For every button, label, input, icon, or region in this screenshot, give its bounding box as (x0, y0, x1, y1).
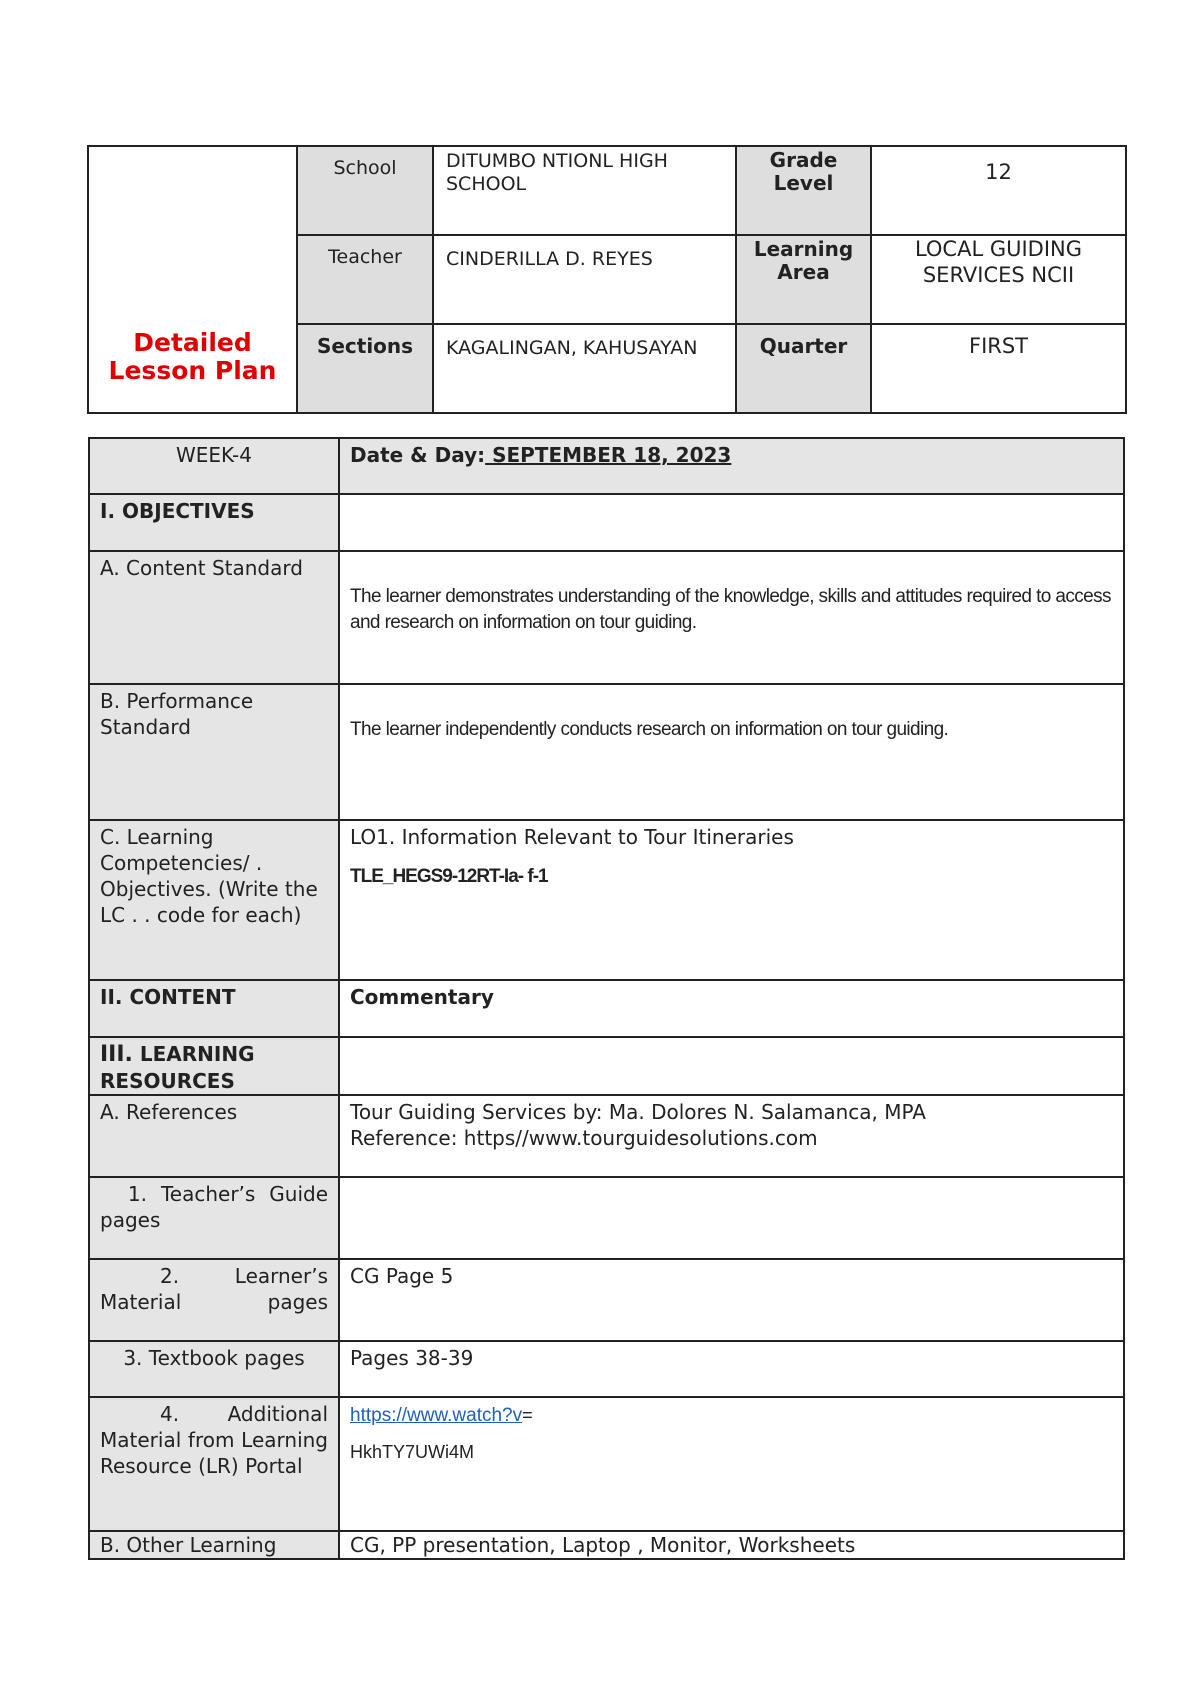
references-label: A. References (89, 1095, 339, 1177)
teachers-guide-label: 1. Teacher’s Guide pages (89, 1177, 339, 1259)
quarter-label: Quarter (736, 324, 871, 413)
references-line-2: Reference: https//www.tourguidesolutions.com (350, 1126, 818, 1150)
document-title: Detailed Lesson Plan (108, 328, 277, 385)
table-row (89, 1177, 1124, 1259)
table-row (89, 980, 1124, 1037)
objectives-heading: I. OBJECTIVES (89, 494, 339, 551)
performance-standard-label: B. Performance Standard (89, 684, 339, 820)
week-label: WEEK-4 (89, 438, 339, 494)
lesson-plan-table (88, 437, 1125, 1560)
textbook-value: Pages 38-39 (339, 1341, 1124, 1397)
teachers-guide-value (339, 1177, 1124, 1259)
objectives-content (339, 494, 1124, 551)
other-learning-label: B. Other Learning (89, 1531, 339, 1559)
table-row (89, 551, 1124, 684)
learners-material-label: 2. Learner’s Material pages (89, 1259, 339, 1341)
date-day-cell (339, 438, 1124, 494)
performance-standard-cell (339, 684, 1124, 820)
additional-material-link[interactable]: https://www.watch?v (350, 1405, 523, 1426)
content-heading: II. CONTENT (89, 980, 339, 1037)
content-standard-label: A. Content Standard (89, 551, 339, 684)
table-row (89, 1531, 1124, 1559)
references-cell (339, 1095, 1124, 1177)
date-value: SEPTEMBER 18, 2023 (485, 443, 732, 467)
learning-area-value: LOCAL GUIDING SERVICES NCII (871, 235, 1126, 324)
school-label: School (297, 146, 433, 235)
quarter-value: FIRST (871, 324, 1126, 413)
content-standard-cell (339, 551, 1124, 684)
table-row (89, 684, 1124, 820)
references-line-1: Tour Guiding Services by: Ma. Dolores N. Salamanca, MPA (350, 1100, 926, 1124)
grade-level-label: Grade Level (736, 146, 871, 235)
learners-material-value: CG Page 5 (339, 1259, 1124, 1341)
lo-code: TLE_HEGS9-12RT-Ia- f-1 (350, 866, 548, 887)
content-standard-text: The learner demonstrates understanding of the knowledge, skills and attitudes required to access and research on information on tour guiding. (350, 586, 1111, 633)
table-row (89, 1341, 1124, 1397)
table-row (89, 1259, 1124, 1341)
textbook-label: 3. Textbook pages (89, 1341, 339, 1397)
learning-competencies-cell (339, 820, 1124, 980)
additional-material-cell: https://www.watch?v= HkhTY7UWi4M (339, 1397, 1124, 1531)
learning-area-label: Learning Area (736, 235, 871, 324)
header-table (87, 145, 1127, 414)
additional-material-label: 4. Additional Material from Learning Resource (LR) Portal (89, 1397, 339, 1531)
performance-standard-text: The learner independently conducts research on information on tour guiding. (350, 719, 949, 740)
table-row (89, 494, 1124, 551)
table-row (89, 438, 1124, 494)
lo-title: LO1. Information Relevant to Tour Itineraries (350, 825, 794, 849)
learning-competencies-label: C. Learning Competencies/ . Objectives. (Write the LC . . code for each) (89, 820, 339, 980)
table-row (89, 1397, 1124, 1531)
grade-level-value: 12 (871, 146, 1126, 235)
resources-content (339, 1037, 1124, 1095)
other-learning-value: CG, PP presentation, Laptop , Monitor, Worksheets (339, 1531, 1124, 1559)
additional-material-code: HkhTY7UWi4M (350, 1442, 475, 1462)
table-row (89, 1037, 1124, 1095)
teacher-label: Teacher (297, 235, 433, 324)
sections-label: Sections (297, 324, 433, 413)
title-cell (88, 146, 297, 413)
table-row (89, 1095, 1124, 1177)
content-value: Commentary (339, 980, 1124, 1037)
date-label: Date & Day: (350, 443, 486, 467)
table-row (89, 820, 1124, 980)
teacher-value: CINDERILLA D. REYES (433, 235, 736, 324)
sections-value: KAGALINGAN, KAHUSAYAN (433, 324, 736, 413)
school-value: DITUMBO NTIONL HIGH SCHOOL (433, 146, 736, 235)
resources-heading: III. LEARNING RESOURCES (89, 1037, 339, 1095)
